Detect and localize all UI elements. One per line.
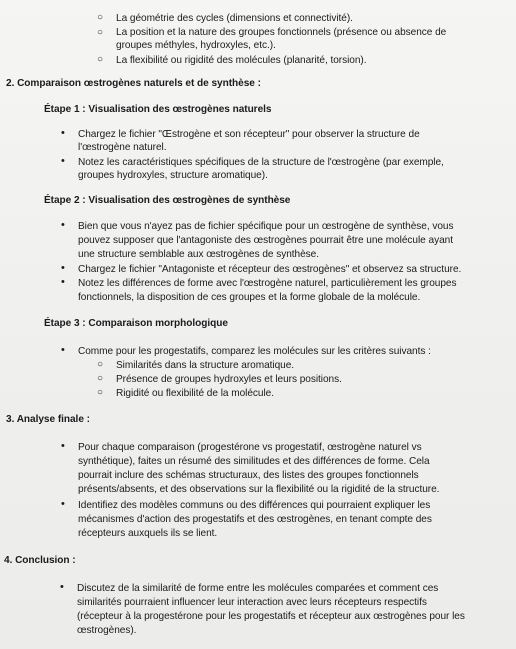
- circle-bullet-icon: ○: [97, 12, 104, 23]
- step-3-heading: Étape 3 : Comparaison morphologique: [44, 318, 228, 329]
- sub-item-text: La position et la nature des groupes fonctionnels (présence ou absence de: [116, 27, 447, 38]
- bullet-text: Bien que vous n'ayez pas de fichier spécifique pour un œstrogène de synthèse, vous: [78, 221, 454, 232]
- sub-item-text: La flexibilité ou rigidité des molécules (planarité, torsion).: [116, 55, 367, 66]
- bullet-text: Comme pour les progestatifs, comparez les molécules sur les critères suivants :: [78, 346, 431, 357]
- bullet-icon: •: [60, 581, 64, 593]
- bullet-text: groupes hydroxyles, structure aromatique).: [78, 170, 268, 181]
- bullet-text: Notez les différences de forme avec l'œstrogène naturel, particulièrement les groupes: [78, 278, 457, 289]
- bullet-text: Discutez de la similarité de forme entre les molécules comparées et comment ces: [77, 583, 439, 594]
- bullet-text: une structure semblable aux œstrogènes de synthèse.: [78, 249, 319, 260]
- section-4-heading: 4. Conclusion :: [4, 555, 76, 566]
- bullet-icon: •: [61, 262, 65, 274]
- step-2-heading: Étape 2 : Visualisation des œstrogènes de synthèse: [44, 195, 291, 206]
- circle-bullet-icon: ○: [97, 387, 104, 398]
- sub-item-text: Présence de groupes hydroxyles et leurs positions.: [116, 374, 342, 385]
- bullet-text: l'œstrogène naturel.: [78, 142, 167, 153]
- bullet-text: pourrait inclure des schémas structuraux, des listes des groupes fonctionnels: [78, 470, 419, 481]
- bullet-text: présents/absents, et des observations sur la flexibilité ou la rigidité de la structure.: [78, 484, 440, 495]
- bullet-text: fonctionnels, la disposition de ces groupes et la forme globale de la molécule.: [78, 292, 421, 303]
- bullet-text: Identifiez des modèles communs ou des différences qui pourraient expliquer les: [78, 500, 431, 511]
- bullet-icon: •: [61, 276, 65, 288]
- bullet-text: Notez les caractéristiques spécifiques de la structure de l'œstrogène (par exemple,: [78, 157, 444, 168]
- bullet-icon: •: [61, 498, 65, 510]
- bullet-icon: •: [61, 155, 65, 167]
- sub-item-text: groupes méthyles, hydroxyles, etc.).: [116, 40, 276, 51]
- bullet-text: Chargez le fichier "Œstrogène et son récepteur" pour observer la structure de: [78, 129, 420, 140]
- bullet-icon: •: [61, 344, 65, 356]
- section-2-heading: 2. Comparaison œstrogènes naturels et de synthèse :: [6, 78, 261, 89]
- bullet-text: (récepteur à la progestérone pour les progestatifs et récepteur aux œstrogènes pour les: [77, 611, 465, 622]
- circle-bullet-icon: ○: [97, 373, 104, 384]
- circle-bullet-icon: ○: [97, 27, 104, 38]
- bullet-text: mécanismes d'action des progestatifs et des œstrogènes, en tenant compte des: [78, 514, 432, 525]
- bullet-text: Chargez le fichier "Antagoniste et récepteur des œstrogènes" et observez sa structure.: [78, 264, 462, 275]
- bullet-text: Pour chaque comparaison (progestérone vs progestatif, œstrogène naturel vs: [78, 442, 422, 453]
- bullet-text: œstrogènes).: [77, 625, 137, 636]
- sub-item-text: Similarités dans la structure aromatique.: [116, 360, 295, 371]
- step-1-heading: Étape 1 : Visualisation des œstrogènes naturels: [44, 104, 272, 115]
- bullet-text: synthétique), faites un résumé des similitudes et des différences de forme. Cela: [78, 456, 430, 467]
- bullet-icon: •: [61, 127, 65, 139]
- circle-bullet-icon: ○: [97, 359, 104, 370]
- circle-bullet-icon: ○: [97, 54, 104, 65]
- bullet-text: pouvez supposer que l'antagoniste des œstrogènes pourrait être une molécule ayant: [78, 235, 453, 246]
- bullet-icon: •: [61, 440, 65, 452]
- bullet-icon: •: [61, 219, 65, 231]
- section-3-heading: 3. Analyse finale :: [6, 414, 90, 425]
- sub-item-text: Rigidité ou flexibilité de la molécule.: [116, 388, 274, 399]
- bullet-text: récepteurs auxquels ils se lient.: [78, 528, 218, 539]
- sub-item-text: La géométrie des cycles (dimensions et connectivité).: [116, 13, 353, 24]
- bullet-text: similarités pourraient influencer leur interaction avec leurs récepteurs respectifs: [77, 597, 427, 608]
